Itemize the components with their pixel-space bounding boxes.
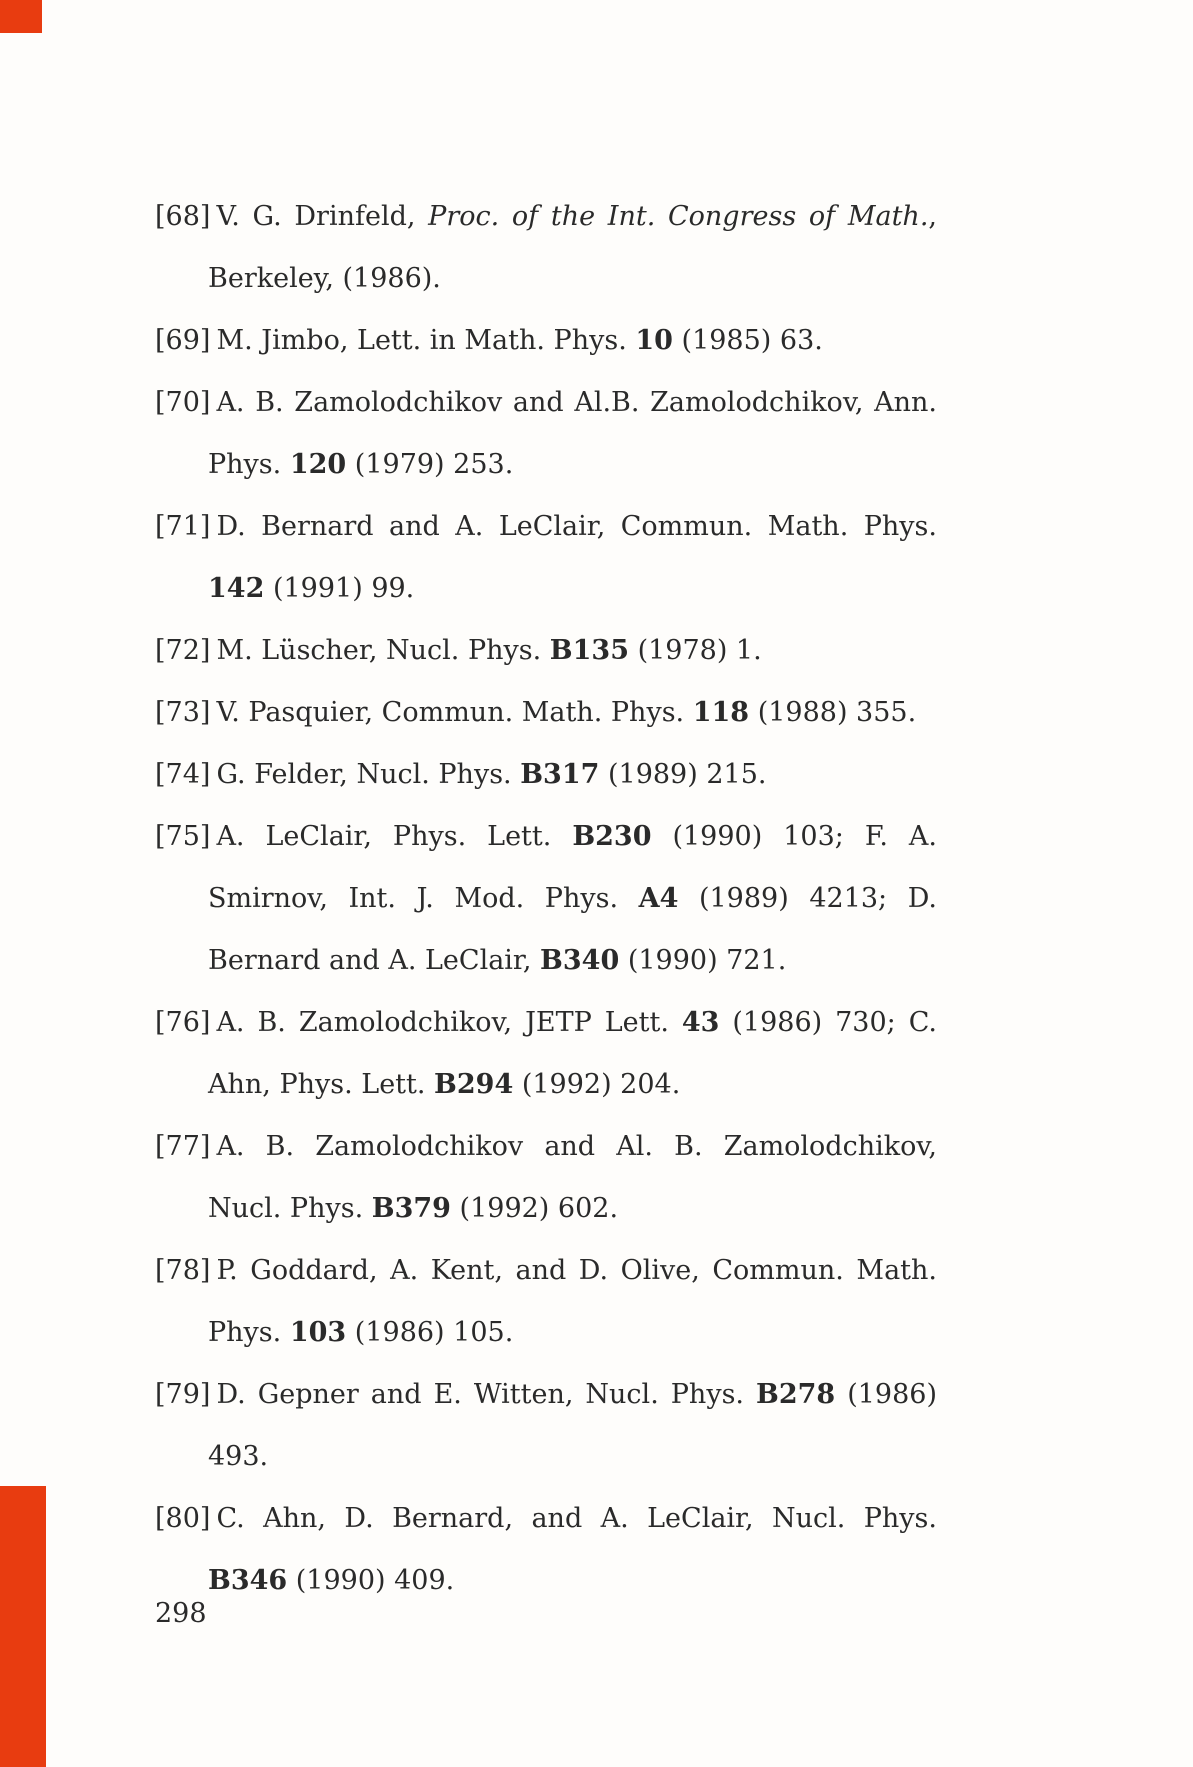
reference-text xyxy=(208,1255,937,1348)
reference-label: [76] xyxy=(155,1007,211,1038)
reference-segment: B346 xyxy=(208,1565,288,1596)
reference-segment: (1989) 215. xyxy=(599,759,767,790)
reference-segment: P. Goddard, A. Kent, and D. Olive, Commun. Math. Phys. xyxy=(208,1255,937,1348)
reference-segment: B379 xyxy=(371,1193,451,1224)
reference-label: [80] xyxy=(155,1503,211,1534)
reference-label: [78] xyxy=(155,1255,211,1286)
reference-segment: V. G. Drinfeld, xyxy=(216,201,429,232)
reference-label: [75] xyxy=(155,821,211,852)
reference-segment: 10 xyxy=(635,325,673,356)
reference-segment: A. B. Zamolodchikov, JETP Lett. xyxy=(216,1007,682,1038)
reference-segment: A. B. Zamolodchikov and Al. B. Zamolodchikov, Nucl. Phys. xyxy=(208,1131,937,1224)
scan-artifact-bottom-left xyxy=(0,1486,46,1767)
reference-segment: V. Pasquier, Commun. Math. Phys. xyxy=(216,697,693,728)
reference-label: [68] xyxy=(155,201,211,232)
reference-text xyxy=(216,759,766,790)
reference-segment: 103 xyxy=(289,1317,347,1348)
scan-artifact-top-left xyxy=(0,0,42,33)
reference-segment: (1990) 409. xyxy=(287,1565,455,1596)
reference-segment: 120 xyxy=(289,449,347,480)
reference-label: [71] xyxy=(155,511,211,542)
references-list xyxy=(155,186,937,1612)
reference-text xyxy=(208,1503,937,1596)
reference-segment: Proc. of the Int. Congress of Math. xyxy=(428,201,929,232)
reference-item xyxy=(155,682,937,744)
reference-label: [73] xyxy=(155,697,211,728)
reference-item xyxy=(155,992,937,1116)
reference-text xyxy=(208,821,937,976)
reference-segment: (1988) 355. xyxy=(749,697,917,728)
reference-item xyxy=(155,186,937,310)
reference-item xyxy=(155,744,937,806)
reference-segment: G. Felder, Nucl. Phys. xyxy=(216,759,521,790)
reference-segment: (1986) 493. xyxy=(208,1379,937,1472)
reference-segment: (1990) 103; F. A. Smirnov, Int. J. Mod. Phys. xyxy=(208,821,937,914)
reference-segment: B294 xyxy=(434,1069,514,1100)
reference-segment: M. Lüscher, Nucl. Phys. xyxy=(216,635,550,666)
reference-segment: 43 xyxy=(681,1007,720,1038)
reference-segment: (1986) 730; C. Ahn, Phys. Lett. xyxy=(208,1007,937,1100)
reference-segment: (1992) 204. xyxy=(513,1069,681,1100)
reference-item xyxy=(155,1116,937,1240)
reference-text xyxy=(208,201,937,294)
reference-segment: B317 xyxy=(520,759,600,790)
reference-segment: A. LeClair, Phys. Lett. xyxy=(216,821,573,852)
reference-text xyxy=(216,635,761,666)
reference-item xyxy=(155,496,937,620)
reference-segment: 118 xyxy=(692,697,750,728)
reference-segment: D. Gepner and E. Witten, Nucl. Phys. xyxy=(216,1379,757,1410)
reference-segment: (1992) 602. xyxy=(450,1193,619,1224)
reference-segment: (1978) 1. xyxy=(628,635,762,666)
reference-segment: (1989) 4213; D. Bernard and A. LeClair, xyxy=(208,883,937,976)
reference-segment: C. Ahn, D. Bernard, and A. LeClair, Nucl. Phys. xyxy=(216,1503,937,1534)
reference-segment: B135 xyxy=(549,635,629,666)
reference-segment: 142 xyxy=(208,573,265,604)
reference-segment: (1990) 721. xyxy=(619,945,787,976)
reference-text xyxy=(216,697,916,728)
reference-segment: M. Jimbo, Lett. in Math. Phys. xyxy=(216,325,636,356)
reference-label: [72] xyxy=(155,635,211,666)
reference-segment: B230 xyxy=(572,821,652,852)
reference-segment: (1985) 63. xyxy=(672,325,823,356)
reference-item xyxy=(155,310,937,372)
reference-segment: B340 xyxy=(540,945,620,976)
reference-segment: (1979) 253. xyxy=(346,449,514,480)
reference-segment: A4 xyxy=(638,883,679,914)
reference-label: [74] xyxy=(155,759,211,790)
reference-label: [69] xyxy=(155,325,211,356)
reference-text xyxy=(208,387,937,480)
reference-item xyxy=(155,620,937,682)
reference-segment: (1991) 99. xyxy=(264,573,415,604)
reference-item xyxy=(155,1240,937,1364)
reference-text xyxy=(216,325,822,356)
reference-label: [77] xyxy=(155,1131,211,1162)
reference-label: [70] xyxy=(155,387,211,418)
reference-label: [79] xyxy=(155,1379,211,1410)
reference-segment: A. B. Zamolodchikov and Al.B. Zamolodchikov, Ann. Phys. xyxy=(208,387,937,480)
reference-text xyxy=(208,1131,937,1224)
reference-segment: (1986) 105. xyxy=(346,1317,514,1348)
reference-segment: B278 xyxy=(756,1379,836,1410)
reference-text xyxy=(208,511,937,604)
reference-item xyxy=(155,806,937,992)
reference-text xyxy=(208,1379,937,1472)
reference-item xyxy=(155,372,937,496)
reference-segment: D. Bernard and A. LeClair, Commun. Math. Phys. xyxy=(216,511,937,542)
reference-item xyxy=(155,1364,937,1488)
reference-item xyxy=(155,1488,937,1612)
reference-text xyxy=(208,1007,937,1100)
page-number: 298 xyxy=(155,1598,207,1629)
reference-segment: , Berkeley, (1986). xyxy=(208,201,937,294)
